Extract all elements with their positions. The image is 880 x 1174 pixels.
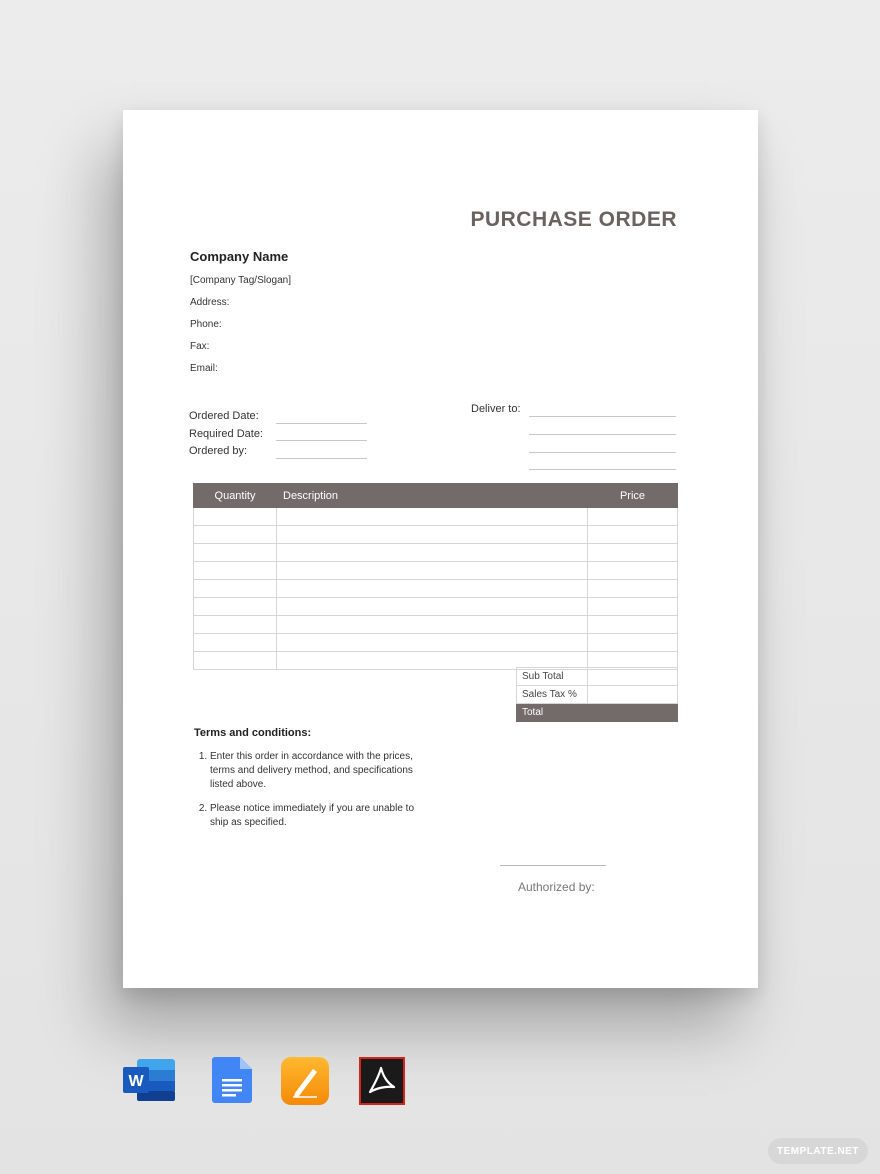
email-label: Email:	[190, 363, 218, 374]
quantity-cell[interactable]	[194, 598, 277, 616]
word-icon[interactable]	[123, 1057, 169, 1103]
sales-tax-value[interactable]	[588, 686, 678, 704]
price-cell[interactable]	[588, 580, 678, 598]
sub-total-row	[517, 668, 678, 686]
quantity-cell[interactable]	[194, 634, 277, 652]
table-row	[194, 562, 678, 580]
deliver-to-label: Deliver to:	[471, 403, 521, 415]
required-date-field[interactable]	[276, 440, 367, 441]
description-cell[interactable]	[277, 616, 588, 634]
sub-total-label: Sub Total	[517, 668, 588, 686]
document-page	[123, 110, 758, 988]
table-row	[194, 598, 678, 616]
authorized-by-label: Authorized by:	[518, 880, 595, 894]
description-cell[interactable]	[277, 544, 588, 562]
description-cell[interactable]	[277, 634, 588, 652]
description-cell[interactable]	[277, 598, 588, 616]
terms-title: Terms and conditions:	[194, 727, 312, 739]
sales-tax-row	[517, 686, 678, 704]
price-cell[interactable]	[588, 634, 678, 652]
ordered-by-label: Ordered by:	[189, 445, 248, 457]
terms-item-2: 2. Please notice immediately if you are unable to ship as specified.	[210, 802, 414, 830]
company-name: Company Name	[190, 249, 289, 264]
document-title: PURCHASE ORDER	[470, 208, 677, 231]
ordered-by-field[interactable]	[276, 458, 367, 459]
table-row	[194, 544, 678, 562]
ordered-date-label: Ordered Date:	[189, 410, 259, 422]
ordered-date-field[interactable]	[276, 423, 367, 424]
table-header-row	[194, 484, 678, 508]
quantity-cell[interactable]	[194, 508, 277, 526]
price-header: Price	[588, 484, 678, 508]
quantity-cell[interactable]	[194, 616, 277, 634]
brand-badge[interactable]: TEMPLATE.NET	[768, 1138, 868, 1164]
price-cell[interactable]	[588, 508, 678, 526]
sub-total-value[interactable]	[588, 668, 678, 686]
phone-label: Phone:	[190, 319, 222, 330]
description-cell[interactable]	[277, 580, 588, 598]
pdf-icon[interactable]	[359, 1057, 405, 1103]
fax-label: Fax:	[190, 341, 210, 352]
pages-icon[interactable]	[281, 1057, 327, 1103]
table-row	[194, 508, 678, 526]
google-docs-icon[interactable]	[212, 1057, 258, 1103]
table-row	[194, 634, 678, 652]
quantity-cell[interactable]	[194, 652, 277, 670]
deliver-to-line-1[interactable]	[529, 416, 676, 417]
deliver-to-line-4[interactable]	[529, 469, 676, 470]
description-cell[interactable]	[277, 562, 588, 580]
quantity-cell[interactable]	[194, 580, 277, 598]
table-row	[194, 526, 678, 544]
required-date-label: Required Date:	[189, 428, 263, 440]
svg-text:W: W	[128, 1073, 144, 1090]
terms-list	[194, 750, 414, 840]
description-cell[interactable]	[277, 508, 588, 526]
quantity-cell[interactable]	[194, 562, 277, 580]
table-row	[194, 580, 678, 598]
deliver-to-line-3[interactable]	[529, 452, 676, 453]
price-cell[interactable]	[588, 616, 678, 634]
total-value[interactable]	[588, 704, 678, 722]
description-cell[interactable]	[277, 526, 588, 544]
total-row	[517, 704, 678, 722]
description-header: Description	[277, 484, 588, 508]
price-cell[interactable]	[588, 526, 678, 544]
terms-item-1: 1. Enter this order in accordance with the prices, terms and delivery method, and specifications listed above.	[210, 750, 414, 792]
signature-line[interactable]	[500, 865, 606, 866]
sales-tax-label: Sales Tax %	[517, 686, 588, 704]
items-table	[193, 483, 678, 670]
deliver-to-line-2[interactable]	[529, 434, 676, 435]
quantity-cell[interactable]	[194, 526, 277, 544]
price-cell[interactable]	[588, 562, 678, 580]
quantity-header: Quantity	[194, 484, 277, 508]
price-cell[interactable]	[588, 598, 678, 616]
quantity-cell[interactable]	[194, 544, 277, 562]
totals-table	[516, 667, 678, 722]
table-row	[194, 616, 678, 634]
total-label: Total	[517, 704, 588, 722]
price-cell[interactable]	[588, 544, 678, 562]
company-tagline: [Company Tag/Slogan]	[190, 275, 291, 286]
address-label: Address:	[190, 297, 230, 308]
